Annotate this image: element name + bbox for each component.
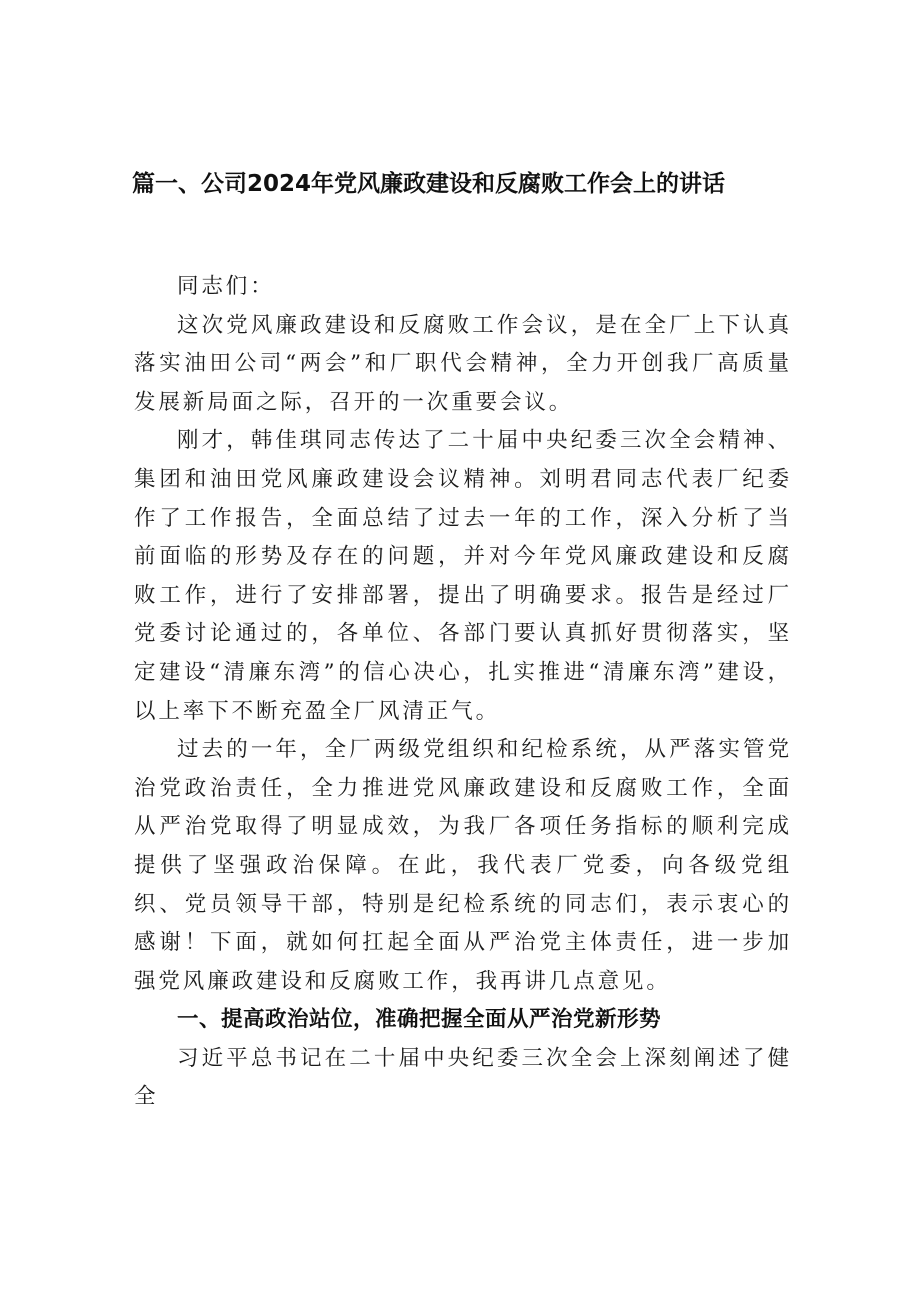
salutation: 同志们：	[177, 274, 275, 299]
document-body	[134, 268, 792, 1117]
paragraph-1: 这次党风廉政建设和反腐败工作会议，是在全厂上下认真落实油田公司“两会”和厂职代会精神，全力开创我厂高质量发展新局面之际，召开的一次重要会议。	[134, 312, 792, 415]
document-title: 篇一、公司2024年党风廉政建设和反腐败工作会上的讲话	[132, 171, 726, 197]
paragraph-4: 习近平总书记在二十届中央纪委三次全会上深刻阐述了健全	[134, 1045, 792, 1110]
section-heading: 一、提高政治站位，准确把握全面从严治党新形势	[177, 1007, 662, 1033]
paragraph-3: 过去的一年，全厂两级党组织和纪检系统，从严落实管党治党政治责任，全力推进党风廉政建设和反腐败工作，全面从严治党取得了明显成效，为我厂各项任务指标的顺利完成提供了坚强政治保障。在此，我代表厂党委，向各级党组织、党员领导干部，特别是纪检系统的同志们，表示衷心的感谢！下面，就如何扛起全面从严治党主体责任，进一步加强党风廉政建设和反腐败工作，我再讲几点意见。	[134, 737, 792, 994]
paragraph-2: 刚才，韩佳琪同志传达了二十届中央纪委三次全会精神、集团和油田党风廉政建设会议精神。刘明君同志代表厂纪委作了工作报告，全面总结了过去一年的工作，深入分析了当前面临的形势及存在的问题，并对今年党风廉政建设和反腐败工作，进行了安排部署，提出了明确要求。报告是经过厂党委讨论通过的，各单位、各部门要认真抓好贯彻落实，坚定建设“清廉东湾”的信心决心，扎实推进“清廉东湾”建设，以上率下不断充盈全厂风清正气。	[134, 428, 792, 724]
